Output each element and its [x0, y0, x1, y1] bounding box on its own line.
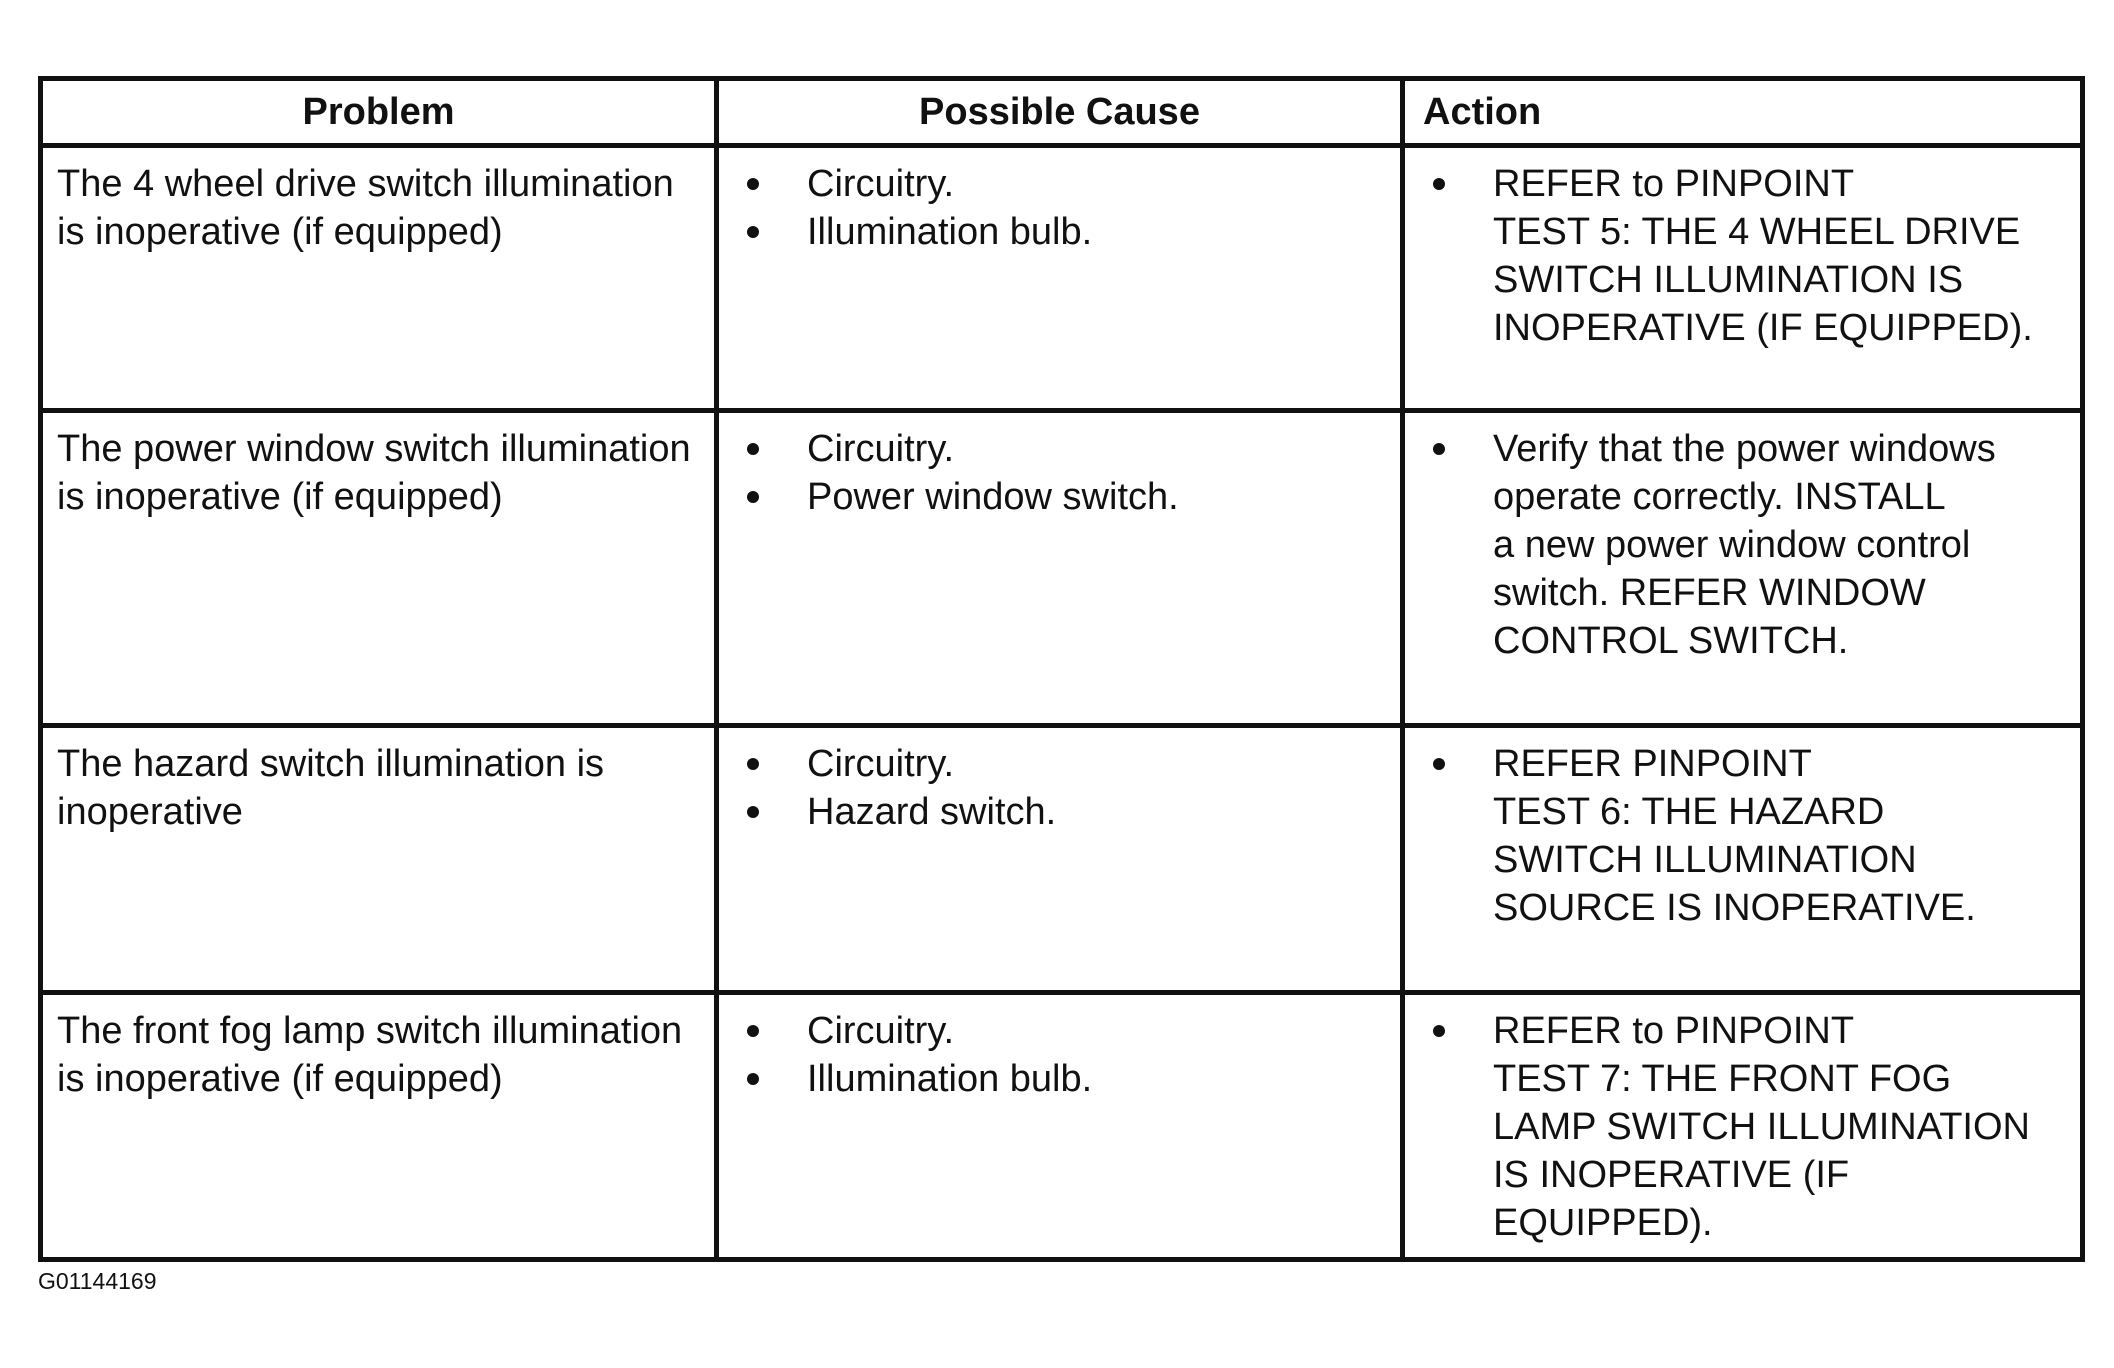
cause-item: Circuitry.	[733, 1007, 1386, 1055]
bullet-icon	[747, 178, 759, 190]
cause-cell	[717, 726, 1403, 993]
cause-item: Illumination bulb.	[733, 208, 1386, 256]
action-list	[1419, 740, 2066, 932]
bullet-icon	[1433, 178, 1445, 190]
table-header-row	[41, 79, 2083, 146]
table-row	[41, 146, 2083, 411]
action-list	[1419, 160, 2066, 352]
action-cell	[1403, 411, 2083, 726]
action-item: REFER to PINPOINT TEST 7: THE FRONT FOG LAMP SWITCH ILLUMINATION IS INOPERATIVE (IF EQUIPPED).	[1419, 1007, 2066, 1247]
cause-cell	[717, 993, 1403, 1260]
cause-list	[733, 160, 1386, 256]
diagnosis-table	[38, 76, 2085, 1262]
header-action: Action	[1403, 79, 2083, 146]
cause-list	[733, 1007, 1386, 1103]
cause-item: Circuitry.	[733, 425, 1386, 473]
action-item: Verify that the power windows operate correctly. INSTALL a new power window control switch. REFER WINDOW CONTROL SWITCH.	[1419, 425, 2066, 665]
cause-item: Illumination bulb.	[733, 1055, 1386, 1103]
table-row	[41, 411, 2083, 726]
action-cell	[1403, 993, 2083, 1260]
header-problem: Problem	[41, 79, 717, 146]
bullet-icon	[747, 1073, 759, 1085]
table-row	[41, 726, 2083, 993]
action-item: REFER to PINPOINT TEST 5: THE 4 WHEEL DRIVE SWITCH ILLUMINATION IS INOPERATIVE (IF EQUIPPED).	[1419, 160, 2066, 352]
action-cell	[1403, 726, 2083, 993]
bullet-icon	[747, 491, 759, 503]
cause-item: Circuitry.	[733, 740, 1386, 788]
action-list	[1419, 1007, 2066, 1247]
problem-cell: The front fog lamp switch illumination is inoperative (if equipped)	[41, 993, 717, 1260]
bullet-icon	[1433, 1025, 1445, 1037]
bullet-icon	[747, 226, 759, 238]
bullet-icon	[747, 1025, 759, 1037]
cause-cell	[717, 411, 1403, 726]
action-list	[1419, 425, 2066, 665]
cause-item: Hazard switch.	[733, 788, 1386, 836]
cause-list	[733, 740, 1386, 836]
cause-item: Power window switch.	[733, 473, 1386, 521]
problem-cell: The 4 wheel drive switch illumination is inoperative (if equipped)	[41, 146, 717, 411]
bullet-icon	[1433, 443, 1445, 455]
bullet-icon	[747, 443, 759, 455]
action-item: REFER PINPOINT TEST 6: THE HAZARD SWITCH ILLUMINATION SOURCE IS INOPERATIVE.	[1419, 740, 2066, 932]
cause-item: Circuitry.	[733, 160, 1386, 208]
problem-cell: The hazard switch illumination is inoperative	[41, 726, 717, 993]
figure-id: G01144169	[38, 1268, 157, 1294]
cause-cell	[717, 146, 1403, 411]
action-cell	[1403, 146, 2083, 411]
bullet-icon	[747, 758, 759, 770]
bullet-icon	[1433, 758, 1445, 770]
problem-cell: The power window switch illumination is inoperative (if equipped)	[41, 411, 717, 726]
table-row	[41, 993, 2083, 1260]
bullet-icon	[747, 806, 759, 818]
diagnosis-table-container	[38, 76, 2080, 1262]
cause-list	[733, 425, 1386, 521]
header-possible-cause: Possible Cause	[717, 79, 1403, 146]
